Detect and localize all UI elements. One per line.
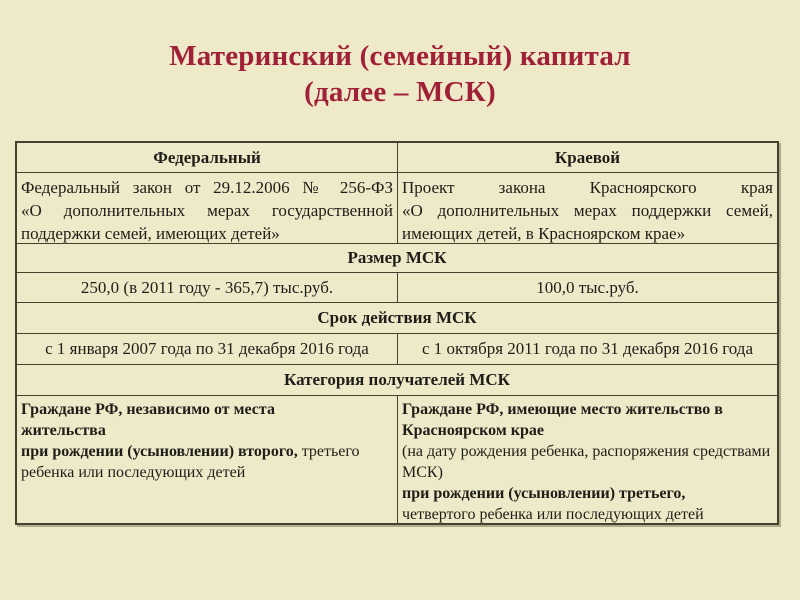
category-values-row (17, 395, 777, 523)
category-federal-mixed-line (21, 441, 393, 483)
category-regional-bold-line: при рождении (усыновлении) третьего, (402, 485, 686, 502)
comparison-table (15, 141, 779, 525)
category-section-header: Категория получателей МСК (284, 370, 510, 389)
term-header-row (17, 302, 777, 333)
law-federal-line: поддержки семей, имеющих детей» (21, 224, 280, 243)
category-header-row (17, 364, 777, 395)
law-regional-line: «О дополнительных мерах поддержки семей, (402, 201, 773, 220)
size-value-federal: 250,0 (в 2011 году - 365,7) тыс.руб. (80, 277, 334, 297)
category-federal-regular-segment: третьего ребенка или последующих детей (21, 443, 360, 481)
law-regional-line: имеющих детей, в Красноярском крае» (402, 224, 686, 243)
category-regional-regular-line: четвертого ребенка или последующих детей (402, 506, 704, 523)
size-values-row (17, 272, 777, 302)
law-row (17, 172, 777, 243)
table-header-row (17, 143, 777, 172)
law-federal-cell (17, 173, 397, 243)
header-cell-regional: Краевой (397, 143, 777, 172)
law-federal-line: «О дополнительных мерах государственной (21, 201, 393, 220)
term-value-federal: с 1 января 2007 года по 31 декабря 2016 года (45, 339, 369, 358)
term-values-row (17, 333, 777, 364)
size-header-row (17, 243, 777, 272)
category-federal-bold-line: Граждане РФ, независимо от места (21, 401, 275, 418)
size-value-regional: 100,0 тыс.руб. (397, 273, 777, 302)
category-regional-bold-line: Граждане РФ, имеющие место жительство в Красноярском крае (402, 401, 723, 439)
category-federal-bold-line: жительства (21, 422, 106, 439)
category-federal-bold-segment: при рождении (усыновлении) второго, (21, 443, 298, 460)
term-section-header: Срок действия МСК (317, 308, 477, 327)
term-value-regional: с 1 октября 2011 года по 31 декабря 2016 года (397, 334, 777, 364)
size-section-header: Размер МСК (347, 248, 447, 267)
page-title-line2: (далее – МСК) (304, 76, 496, 108)
category-regional-regular-line: (на дату рождения ребенка, распоряжения средствами МСК) (402, 443, 771, 481)
category-federal-cell (17, 396, 397, 523)
category-regional-cell (397, 396, 777, 523)
law-regional-cell (397, 173, 777, 243)
law-federal-line: Федеральный закон от 29.12.2006 № 256-ФЗ (21, 178, 393, 197)
header-cell-federal: Федеральный (153, 147, 261, 167)
law-regional-line: Проект закона Красноярского края (402, 178, 773, 197)
page-title-line1: Материнский (семейный) капитал (169, 40, 631, 72)
page-title (0, 38, 800, 110)
